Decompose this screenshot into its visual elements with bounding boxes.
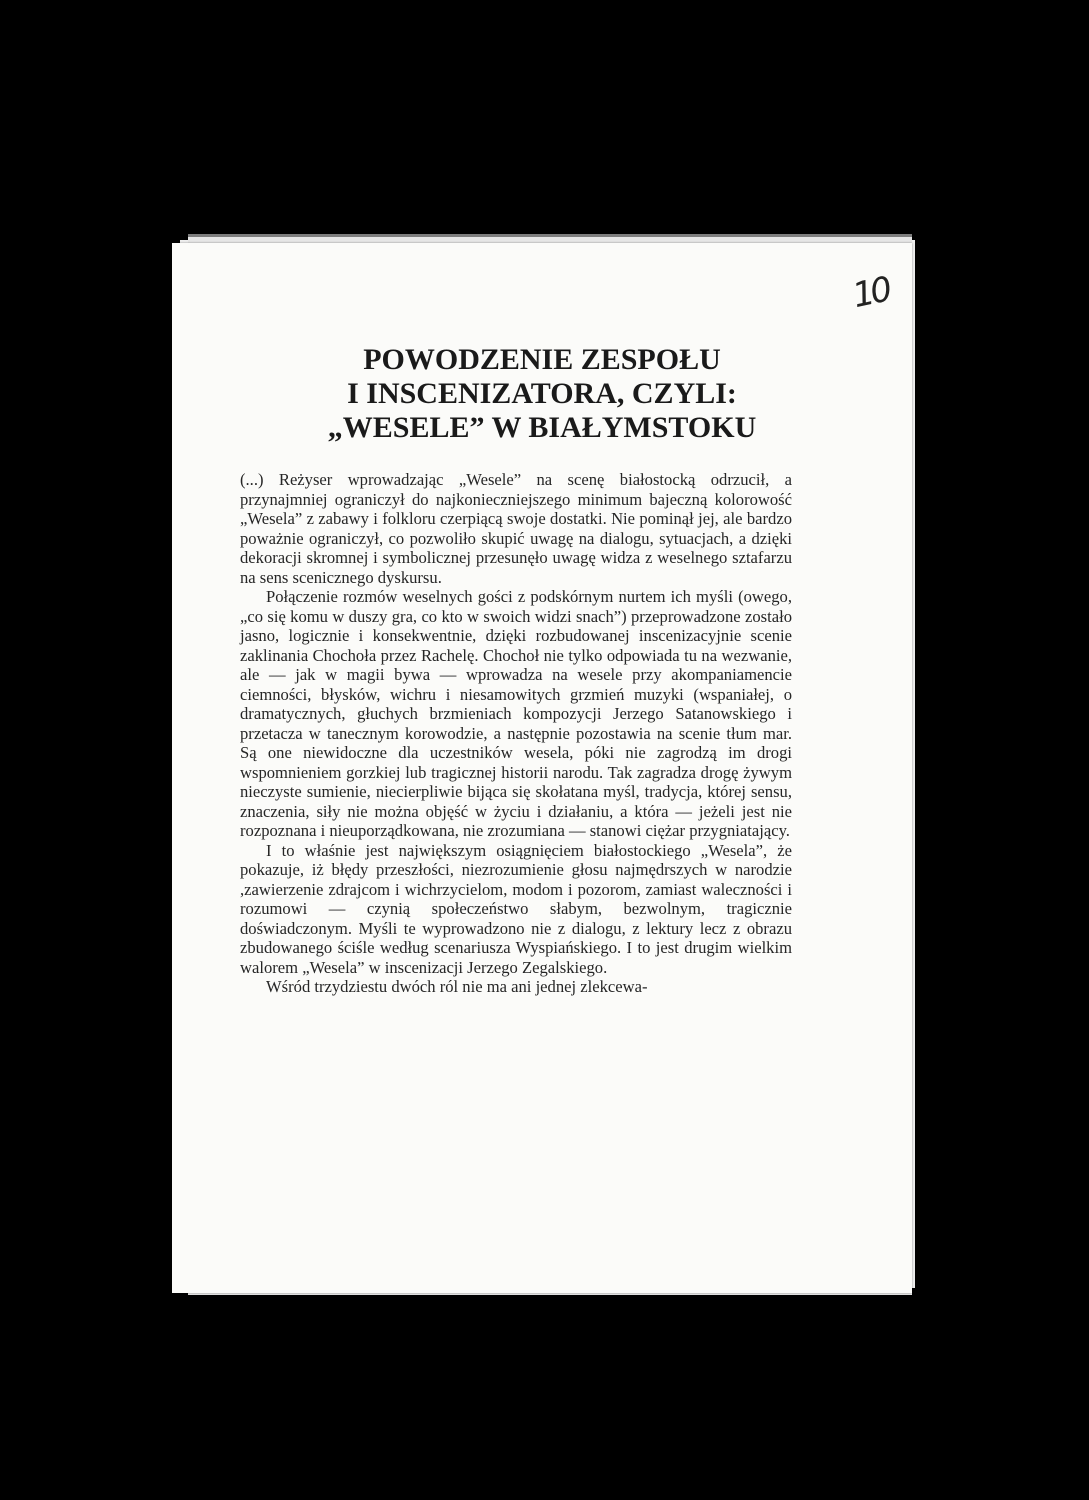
paragraph: (...) Reżyser wprowadzając „Wesele” na scenę białostocką odrzucił, a przynajmniej ograniczył do najkonieczniejszego minimum bajeczną kolorowość „Wesela” z zabawy i folkloru czerpiącą swoje dostatki. Nie pominął jej, ale bardzo poważnie ograniczył, co pozwoliło skupić uwagę na dialogu, sytuacjach, a dzięki dekoracji skromnej i symbolicznej przesunęło uwagę widza z weselnego sztafarzu na sens scenicznego dyskursu.	[240, 470, 792, 587]
paragraph: Połączenie rozmów weselnych gości z podskórnym nurtem ich myśli (owego, „co się komu w duszy gra, co kto w swoich widzi snach”) przeprowadzone zostało jasno, logicznie i konsekwentnie, dzięki rozbudowanej inscenizacyjnie scenie zaklinania Chochoła przez Rachelę. Chochoł nie tylko odpowiada tu na wezwanie, ale — jak w magii bywa — wprowadza na wesele przy akompaniamencie ciemności, błysków, wichru i niesamowitych grzmień muzyki (wspaniałej, o dramatycznych, głuchych brzmieniach kompozycji Jerzego Satanowskiego i przetacza w tanecznym korowodzie, a następnie pozostawia na scenie tłum mar. Są one niewidoczne dla uczestników wesela, póki nie zagrodzą im drogi wspomnieniem gorzkiej lub tragicznej historii narodu. Tak zagradza drogę żywym nieczyste sumienie, niecierpliwie bijąca się skołatana myśl, tradycja, której sensu, znaczenia, siły nie można objęść w życiu i działaniu, a która — jeżeli jest nie rozpoznana i nieuporządkowana, nie zrozumiana — stanowi ciężar przygniatający.	[240, 587, 792, 840]
title-line-3: „WESELE” W BIAŁYMSTOKU	[327, 411, 757, 444]
paragraph: Wśród trzydziestu dwóch ról nie ma ani jednej zlekcewa-	[266, 977, 648, 996]
paragraph: I to właśnie jest największym osiągnięciem białostockiego „Wesela”, że pokazuje, iż błędy przeszłości, niezrozumienie głosu najmędrszych w narodzie ,zawierzenie zdrajcom i wichrzycielom, modom i pozorom, zamiast waleczności i rozumowi — czynią społeczeństwo słabym, bezwolnym, tragicznie doświadczonym. Myśli te wyprowadzono nie z dialogu, z lektury lecz z obrazu zbudowanego ściśle według scenariusza Wyspiańskiego. I to jest drugim wielkim walorem „Wesela” w inscenizacji Jerzego Zegalskiego.	[240, 840, 792, 977]
handwritten-page-number: 10	[848, 269, 892, 317]
article-title	[272, 343, 812, 445]
article-body	[240, 470, 792, 997]
title-line-2: I INSCENIZATORA, CZYLI:	[347, 377, 737, 410]
title-line-1: POWODZENIE ZESPOŁU	[363, 343, 721, 376]
document-page	[172, 243, 912, 1293]
